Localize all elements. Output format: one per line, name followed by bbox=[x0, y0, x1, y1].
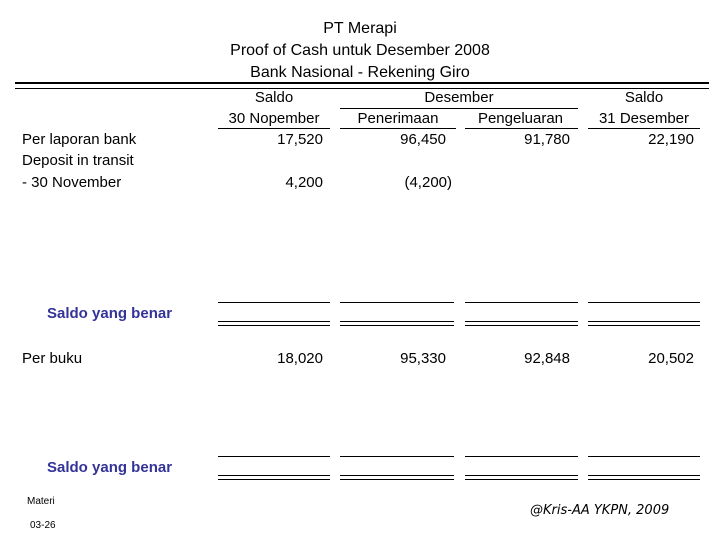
total-double-rule-6 bbox=[340, 475, 454, 480]
row-books-disbursements: 92,848 bbox=[524, 350, 570, 367]
correct-balance-label-2: Saldo yang benar bbox=[47, 459, 173, 476]
col-saldo-close-top: Saldo bbox=[624, 89, 664, 106]
bank-account: Bank Nasional - Rekening Giro bbox=[250, 64, 470, 81]
header-underline-4 bbox=[588, 128, 700, 129]
subtotal-rule-7 bbox=[465, 456, 578, 457]
subtotal-rule-2 bbox=[340, 302, 454, 303]
col-saldo-open-top: Saldo bbox=[254, 89, 294, 106]
row-books-label: Per buku bbox=[22, 350, 83, 367]
row-bank-label: Per laporan bank bbox=[22, 131, 137, 148]
total-double-rule-8 bbox=[588, 475, 700, 480]
total-double-rule-1 bbox=[218, 321, 330, 326]
row-transit-heading: Deposit in transit bbox=[22, 152, 134, 169]
footer-page-number: 03-26 bbox=[30, 520, 56, 531]
subtotal-rule-4 bbox=[588, 302, 700, 303]
row-bank-close: 22,190 bbox=[648, 131, 694, 148]
col-saldo-open-bottom: 30 Nopember bbox=[228, 110, 320, 127]
footer-credit: @Kris-AA YKPN, 2009 bbox=[530, 503, 670, 518]
subtotal-rule-1 bbox=[218, 302, 330, 303]
subtotal-rule-3 bbox=[465, 302, 578, 303]
row-transit-open: 4,200 bbox=[285, 174, 323, 191]
subtotal-rule-6 bbox=[340, 456, 454, 457]
col-penerimaan: Penerimaan bbox=[357, 110, 439, 127]
row-bank-receipts: 96,450 bbox=[400, 131, 446, 148]
company-name: PT Merapi bbox=[323, 20, 397, 37]
total-double-rule-2 bbox=[340, 321, 454, 326]
total-double-rule-5 bbox=[218, 475, 330, 480]
total-double-rule-4 bbox=[588, 321, 700, 326]
row-transit-receipts: (4,200) bbox=[404, 174, 452, 191]
row-transit-label: - 30 November bbox=[22, 174, 122, 191]
col-pengeluaran: Pengeluaran bbox=[477, 110, 564, 127]
top-divider bbox=[15, 82, 709, 89]
row-bank-open: 17,520 bbox=[277, 131, 323, 148]
total-double-rule-3 bbox=[465, 321, 578, 326]
report-subtitle: Proof of Cash untuk Desember 2008 bbox=[230, 42, 490, 59]
row-books-open: 18,020 bbox=[277, 350, 323, 367]
header-underline-2 bbox=[340, 128, 456, 129]
header-underline-3 bbox=[465, 128, 578, 129]
col-saldo-close-bottom: 31 Desember bbox=[598, 110, 690, 127]
total-double-rule-7 bbox=[465, 475, 578, 480]
footer-materi: Materi bbox=[27, 496, 55, 507]
header-underline-1 bbox=[218, 128, 330, 129]
row-books-receipts: 95,330 bbox=[400, 350, 446, 367]
row-books-close: 20,502 bbox=[648, 350, 694, 367]
col-desember: Desember bbox=[424, 89, 494, 106]
row-bank-disbursements: 91,780 bbox=[524, 131, 570, 148]
subtotal-rule-5 bbox=[218, 456, 330, 457]
subtotal-rule-8 bbox=[588, 456, 700, 457]
correct-balance-label-1: Saldo yang benar bbox=[47, 305, 173, 322]
desember-underline bbox=[340, 108, 578, 109]
